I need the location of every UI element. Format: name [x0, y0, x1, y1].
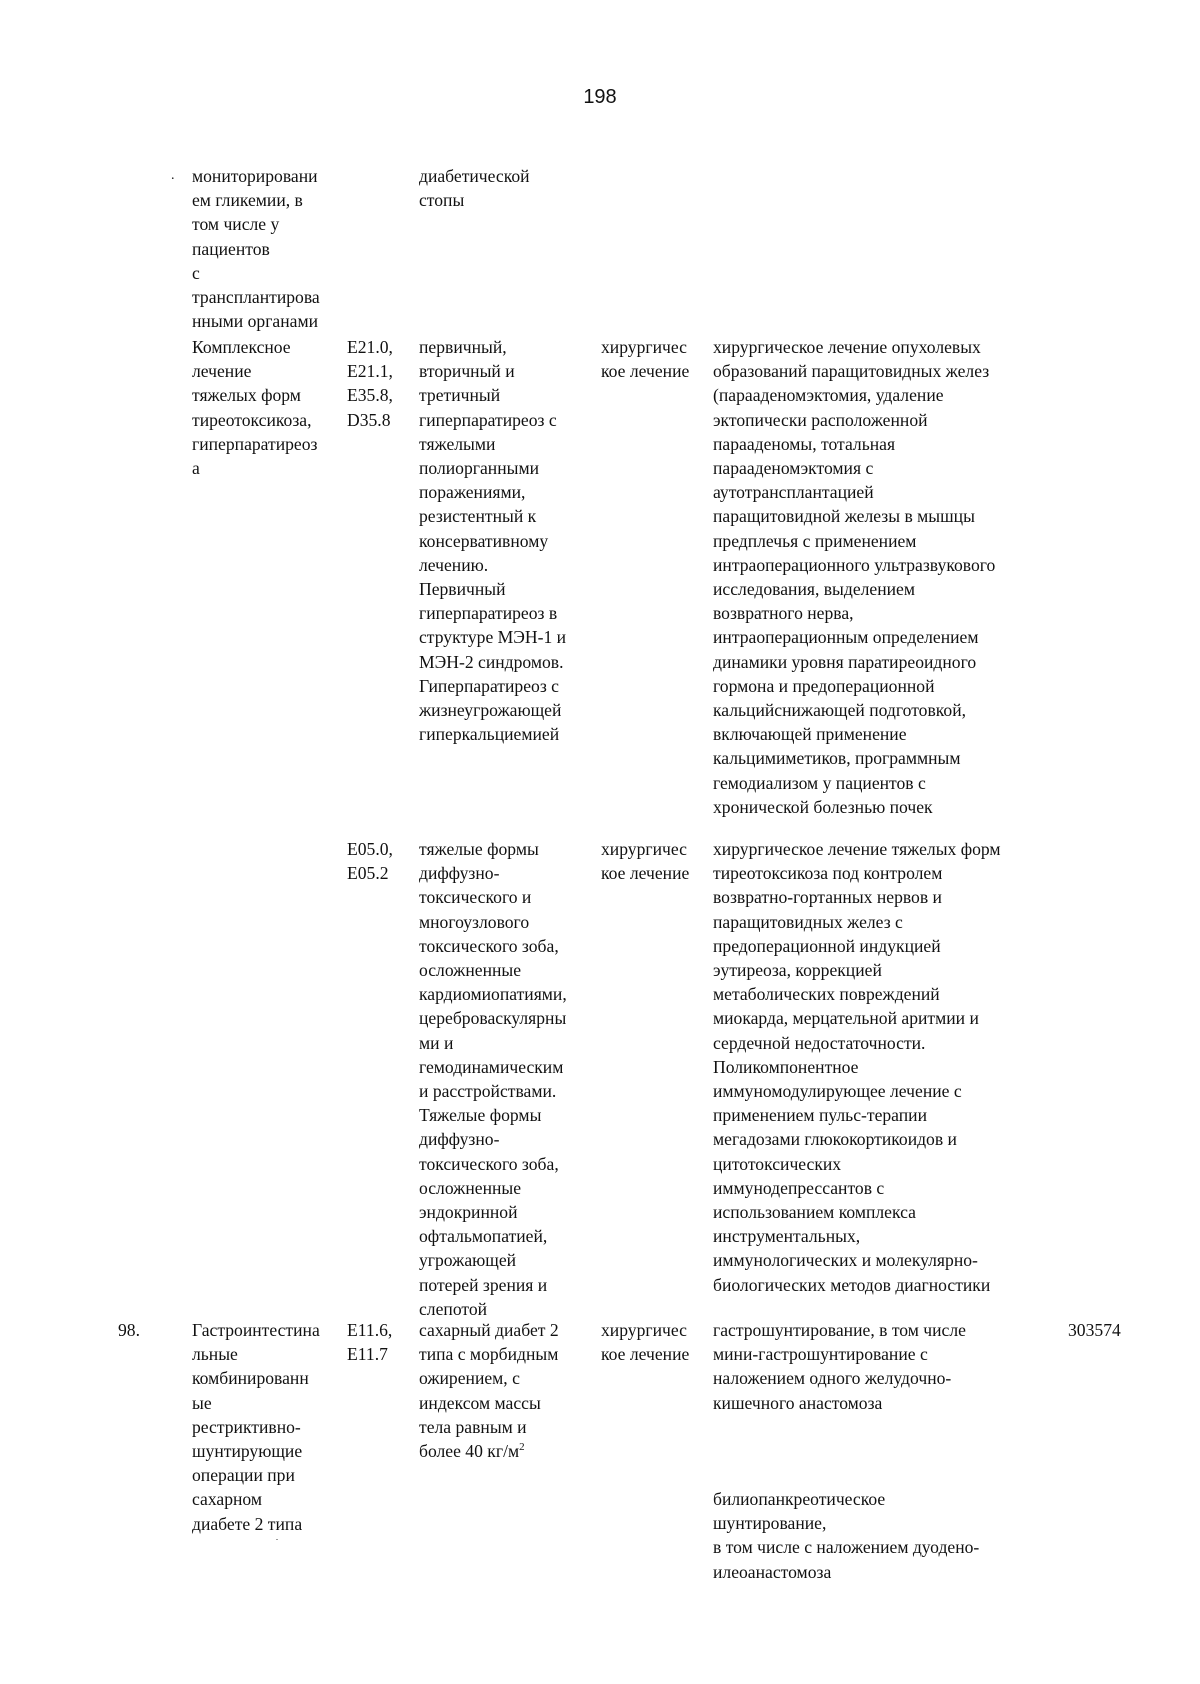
row-98-method-biliopancreatic: билиопанкреотическое шунтирование, в том числе с наложением дуодено- илеоанастомоза: [713, 1489, 980, 1582]
superscript-2: 2: [519, 1441, 525, 1454]
thyrotoxicosis-disease: тяжелые формы диффузно- токсического и многоузлового токсического зоба, осложненные кардиомиопатиями, цереброваскулярны ми и гемодинамическим и расстройствами. Тяжелые формы диффузно- токсического зоба, осложненные эндокринной офтальмопатией, угрожающей потерей зрения и слепотой: [419, 839, 567, 1319]
page-number: 198: [583, 86, 617, 108]
margin-mark: .: [171, 168, 175, 183]
continuation-disease: диабетической стопы: [419, 166, 530, 211]
row-98-cost: 303574: [1068, 1320, 1121, 1340]
parathyroid-method-name: Комплексное лечение тяжелых форм тиреотоксикоза, гиперпаратиреоз а: [192, 337, 318, 479]
row-98-treatment-type: хирургичес кое лечение: [601, 1320, 690, 1365]
parathyroid-method: хирургическое лечение опухолевых образований паращитовидных желез (парааденомэктомия, удаление эктопически расположенной парааденомы, тотальная парааденомэктомия с аутотрансплантацией паращитовидной железы в мышцы предплечья с применением интраоперационного ультразвукового исследования, выделением возвратного нерва, интраоперационным определением динамики уровня паратиреоидного гормона и предоперационной кальцийснижающей подготовкой, включающей применение кальцимиметиков, программным гемодиализом у пациентов с хронической болезнью почек: [713, 337, 996, 817]
parathyroid-codes: E21.0, E21.1, E35.8, D35.8: [347, 337, 393, 430]
thyrotoxicosis-method: хирургическое лечение тяжелых форм тиреотоксикоза под контролем возвратно-гортанных нервов и паращитовидных желез с предоперационной индукцией эутиреоза, коррекцией метаболических повреждений миокарда, мерцательной аритмии и сердечной недостаточности. Поликомпонентное иммуномодулирующее лечение с применением пульс-терапии мегадозами глюкокортикоидов и цитотоксических иммунодепрессантов с использованием комплекса инструментальных, иммунологических и молекулярно- биологических методов диагностики: [713, 839, 1001, 1295]
row-98-disease: [419, 1318, 559, 1463]
row-98-method-gastric-bypass: гастрошунтирование, в том числе мини-гастрошунтирование с наложением одного желудочно- кишечного анастомоза: [713, 1320, 966, 1413]
thyrotoxicosis-treatment-type: хирургичес кое лечение: [601, 839, 690, 884]
row-number: 98.: [118, 1320, 140, 1340]
thyrotoxicosis-codes: E05.0, E05.2: [347, 839, 393, 884]
parathyroid-disease: первичный, вторичный и третичный гиперпаратиреоз с тяжелыми полиорганными поражениями, резистентный к консервативному лечению. Первичный гиперпаратиреоз в структуре МЭН-1 и МЭН-2 синдромов. Гиперпаратиреоз с жизнеугрожающей гиперкальциемией: [419, 337, 567, 745]
continuation-method-name: мониторировани ем гликемии, в том числе у пациентов с трансплантирова нными органами: [192, 166, 320, 332]
row-98-method-name: Гастроинтестина льные комбинированн ые рестриктивно- шунтирующие операции при сахарном диабете 2 типа: [192, 1320, 320, 1534]
parathyroid-treatment-type: хирургичес кое лечение: [601, 337, 690, 382]
row-98-codes: E11.6, E11.7: [347, 1320, 393, 1365]
row-98-disease-text: сахарный диабет 2 типа с морбидным ожирением, с индексом массы тела равным и более 40 кг/м: [419, 1320, 559, 1462]
scan-speck: [276, 1539, 278, 1540]
